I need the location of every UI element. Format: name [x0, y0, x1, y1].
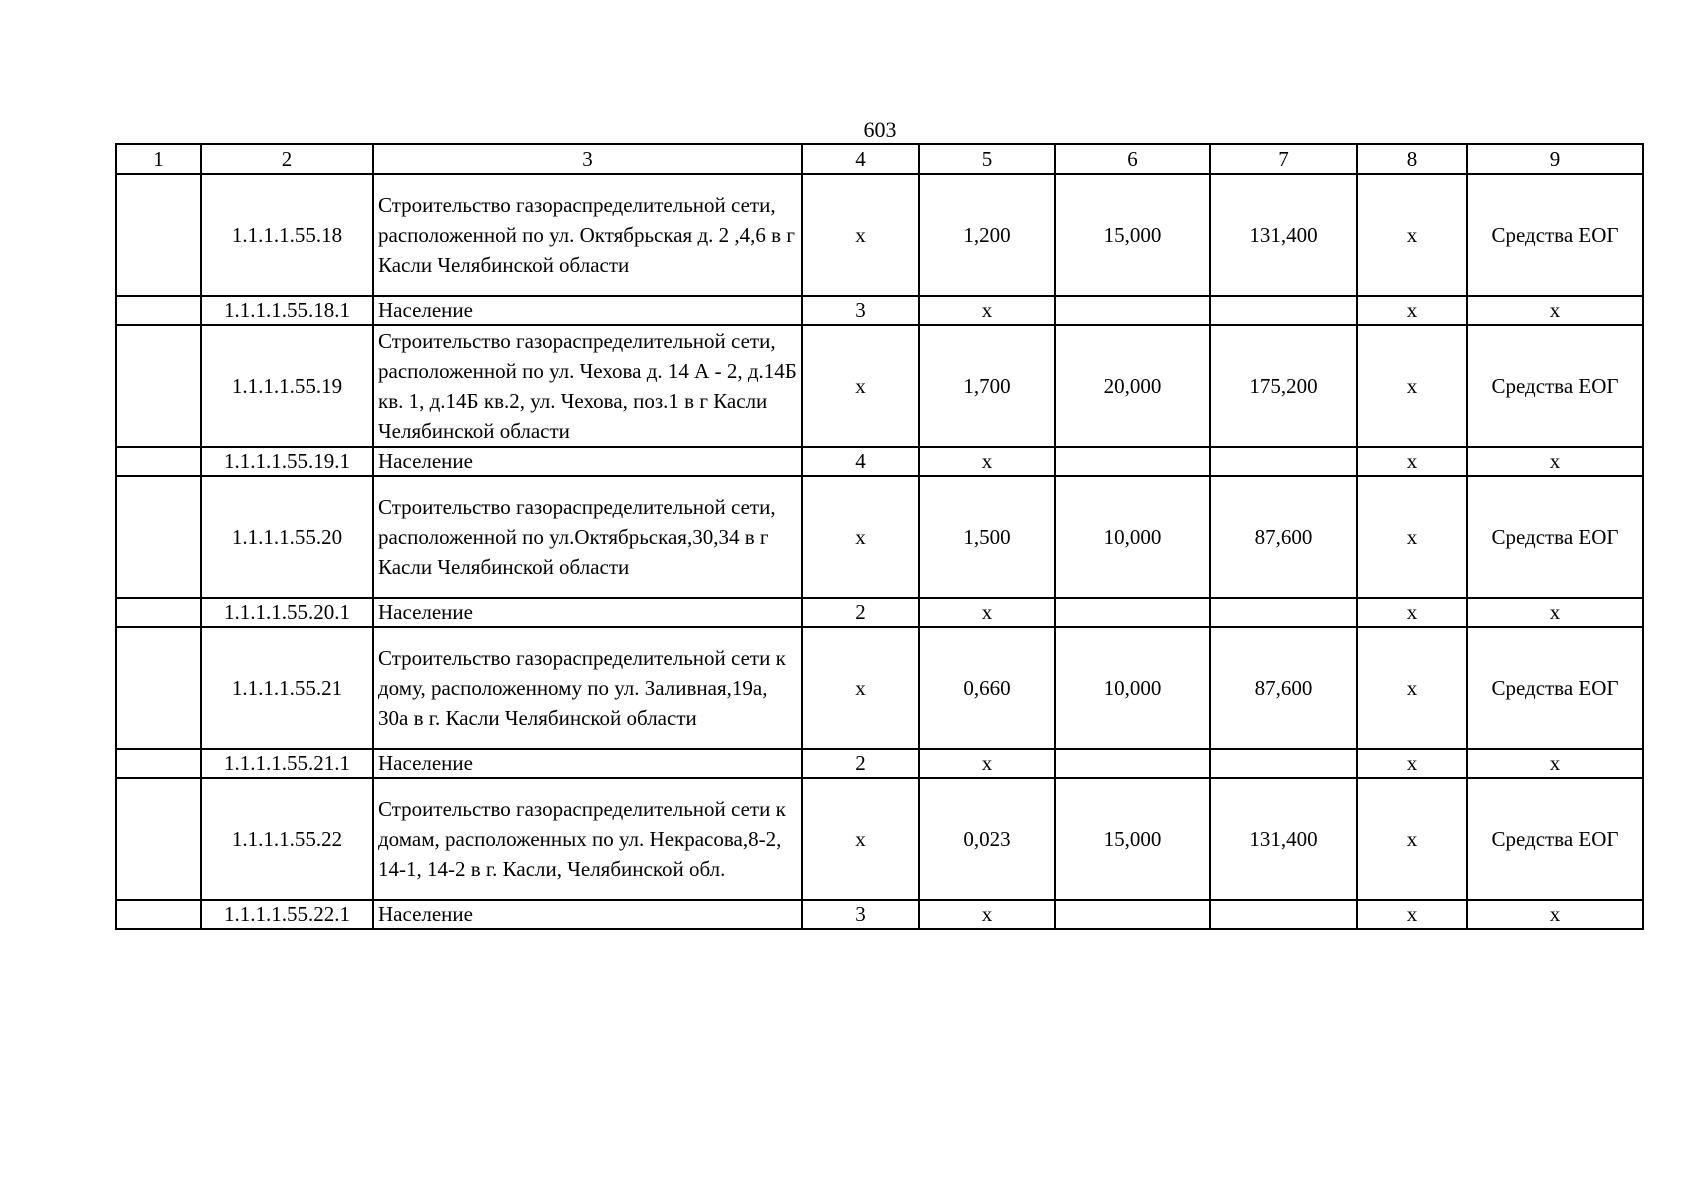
table-row	[116, 476, 1643, 598]
col7-cell: 131,400	[1210, 778, 1357, 900]
funding-source-cell: x	[1467, 598, 1643, 627]
col5-cell: x	[919, 447, 1055, 476]
description-cell: Строительство газораспределительной сети к дому, расположенному по ул. Заливная,19а, 30а в г. Касли Челябинской области	[373, 627, 802, 749]
description-cell: Строительство газораспределительной сети, расположенной по ул. Чехова д. 14 А - 2, д.14Б кв. 1, д.14Б кв.2, ул. Чехова, поз.1 в г Касли Челябинской области	[373, 325, 802, 447]
row-number-cell	[116, 900, 201, 929]
funding-source-cell: Средства ЕОГ	[1467, 174, 1643, 296]
col5-cell: 0,023	[919, 778, 1055, 900]
col8-cell: x	[1357, 447, 1467, 476]
col4-cell: x	[802, 627, 919, 749]
table-row	[116, 627, 1643, 749]
col4-cell: x	[802, 778, 919, 900]
col6-cell	[1055, 296, 1210, 325]
description-cell: Строительство газораспределительной сети, расположенной по ул. Октябрьская д. 2 ,4,6 в г Касли Челябинской области	[373, 174, 802, 296]
col6-cell	[1055, 598, 1210, 627]
col6-cell	[1055, 749, 1210, 778]
description-cell: Строительство газораспределительной сети, расположенной по ул.Октябрьская,30,34 в г Касли Челябинской области	[373, 476, 802, 598]
code-cell: 1.1.1.1.55.18.1	[201, 296, 373, 325]
code-cell: 1.1.1.1.55.21.1	[201, 749, 373, 778]
code-cell: 1.1.1.1.55.18	[201, 174, 373, 296]
header-cell: 2	[201, 144, 373, 174]
table-row	[116, 447, 1643, 476]
col4-cell: x	[802, 476, 919, 598]
header-cell: 5	[919, 144, 1055, 174]
row-number-cell	[116, 598, 201, 627]
col6-cell: 10,000	[1055, 476, 1210, 598]
col4-cell: 3	[802, 296, 919, 325]
header-cell: 9	[1467, 144, 1643, 174]
row-number-cell	[116, 627, 201, 749]
row-number-cell	[116, 749, 201, 778]
table-row	[116, 778, 1643, 900]
col6-cell	[1055, 900, 1210, 929]
table-row	[116, 598, 1643, 627]
col4-cell: 4	[802, 447, 919, 476]
col8-cell: x	[1357, 749, 1467, 778]
col5-cell: 1,200	[919, 174, 1055, 296]
col6-cell: 15,000	[1055, 778, 1210, 900]
col5-cell: 0,660	[919, 627, 1055, 749]
col6-cell	[1055, 447, 1210, 476]
col7-cell: 87,600	[1210, 627, 1357, 749]
code-cell: 1.1.1.1.55.22	[201, 778, 373, 900]
col8-cell: x	[1357, 627, 1467, 749]
col4-cell: 3	[802, 900, 919, 929]
description-cell: Население	[373, 749, 802, 778]
col5-cell: x	[919, 296, 1055, 325]
header-cell: 6	[1055, 144, 1210, 174]
code-cell: 1.1.1.1.55.22.1	[201, 900, 373, 929]
code-cell: 1.1.1.1.55.19.1	[201, 447, 373, 476]
col6-cell: 15,000	[1055, 174, 1210, 296]
col5-cell: x	[919, 900, 1055, 929]
row-number-cell	[116, 447, 201, 476]
table-row	[116, 749, 1643, 778]
col8-cell: x	[1357, 325, 1467, 447]
row-number-cell	[116, 174, 201, 296]
col7-cell	[1210, 447, 1357, 476]
description-cell: Население	[373, 447, 802, 476]
header-cell: 8	[1357, 144, 1467, 174]
page-number: 603	[863, 117, 897, 142]
col7-cell	[1210, 296, 1357, 325]
code-cell: 1.1.1.1.55.19	[201, 325, 373, 447]
code-cell: 1.1.1.1.55.20	[201, 476, 373, 598]
row-number-cell	[116, 296, 201, 325]
code-cell: 1.1.1.1.55.20.1	[201, 598, 373, 627]
col8-cell: x	[1357, 598, 1467, 627]
table-row	[116, 325, 1643, 447]
row-number-cell	[116, 778, 201, 900]
col6-cell: 20,000	[1055, 325, 1210, 447]
col8-cell: x	[1357, 296, 1467, 325]
table-row	[116, 900, 1643, 929]
row-number-cell	[116, 476, 201, 598]
col7-cell: 175,200	[1210, 325, 1357, 447]
description-cell: Население	[373, 900, 802, 929]
col7-cell	[1210, 900, 1357, 929]
header-cell: 3	[373, 144, 802, 174]
col4-cell: x	[802, 174, 919, 296]
funding-source-cell: x	[1467, 749, 1643, 778]
col5-cell: x	[919, 749, 1055, 778]
funding-source-cell: x	[1467, 296, 1643, 325]
col7-cell: 131,400	[1210, 174, 1357, 296]
table-header-row	[116, 144, 1643, 174]
col8-cell: x	[1357, 778, 1467, 900]
col7-cell: 87,600	[1210, 476, 1357, 598]
header-cell: 1	[116, 144, 201, 174]
description-cell: Население	[373, 296, 802, 325]
funding-source-cell: x	[1467, 447, 1643, 476]
col4-cell: 2	[802, 749, 919, 778]
row-number-cell	[116, 325, 201, 447]
col4-cell: x	[802, 325, 919, 447]
col7-cell	[1210, 598, 1357, 627]
funding-source-cell: Средства ЕОГ	[1467, 476, 1643, 598]
funding-source-cell: Средства ЕОГ	[1467, 627, 1643, 749]
funding-source-cell: Средства ЕОГ	[1467, 325, 1643, 447]
header-cell: 7	[1210, 144, 1357, 174]
col5-cell: 1,500	[919, 476, 1055, 598]
col7-cell	[1210, 749, 1357, 778]
col8-cell: x	[1357, 900, 1467, 929]
col8-cell: x	[1357, 174, 1467, 296]
funding-source-cell: x	[1467, 900, 1643, 929]
col4-cell: 2	[802, 598, 919, 627]
description-cell: Строительство газораспределительной сети к домам, расположенных по ул. Некрасова,8-2, 14-1, 14-2 в г. Касли, Челябинской обл.	[373, 778, 802, 900]
col6-cell: 10,000	[1055, 627, 1210, 749]
code-cell: 1.1.1.1.55.21	[201, 627, 373, 749]
col8-cell: x	[1357, 476, 1467, 598]
col5-cell: 1,700	[919, 325, 1055, 447]
col5-cell: x	[919, 598, 1055, 627]
table-row	[116, 296, 1643, 325]
table-row	[116, 174, 1643, 296]
funding-source-cell: Средства ЕОГ	[1467, 778, 1643, 900]
investment-program-table	[115, 143, 1644, 930]
description-cell: Население	[373, 598, 802, 627]
header-cell: 4	[802, 144, 919, 174]
